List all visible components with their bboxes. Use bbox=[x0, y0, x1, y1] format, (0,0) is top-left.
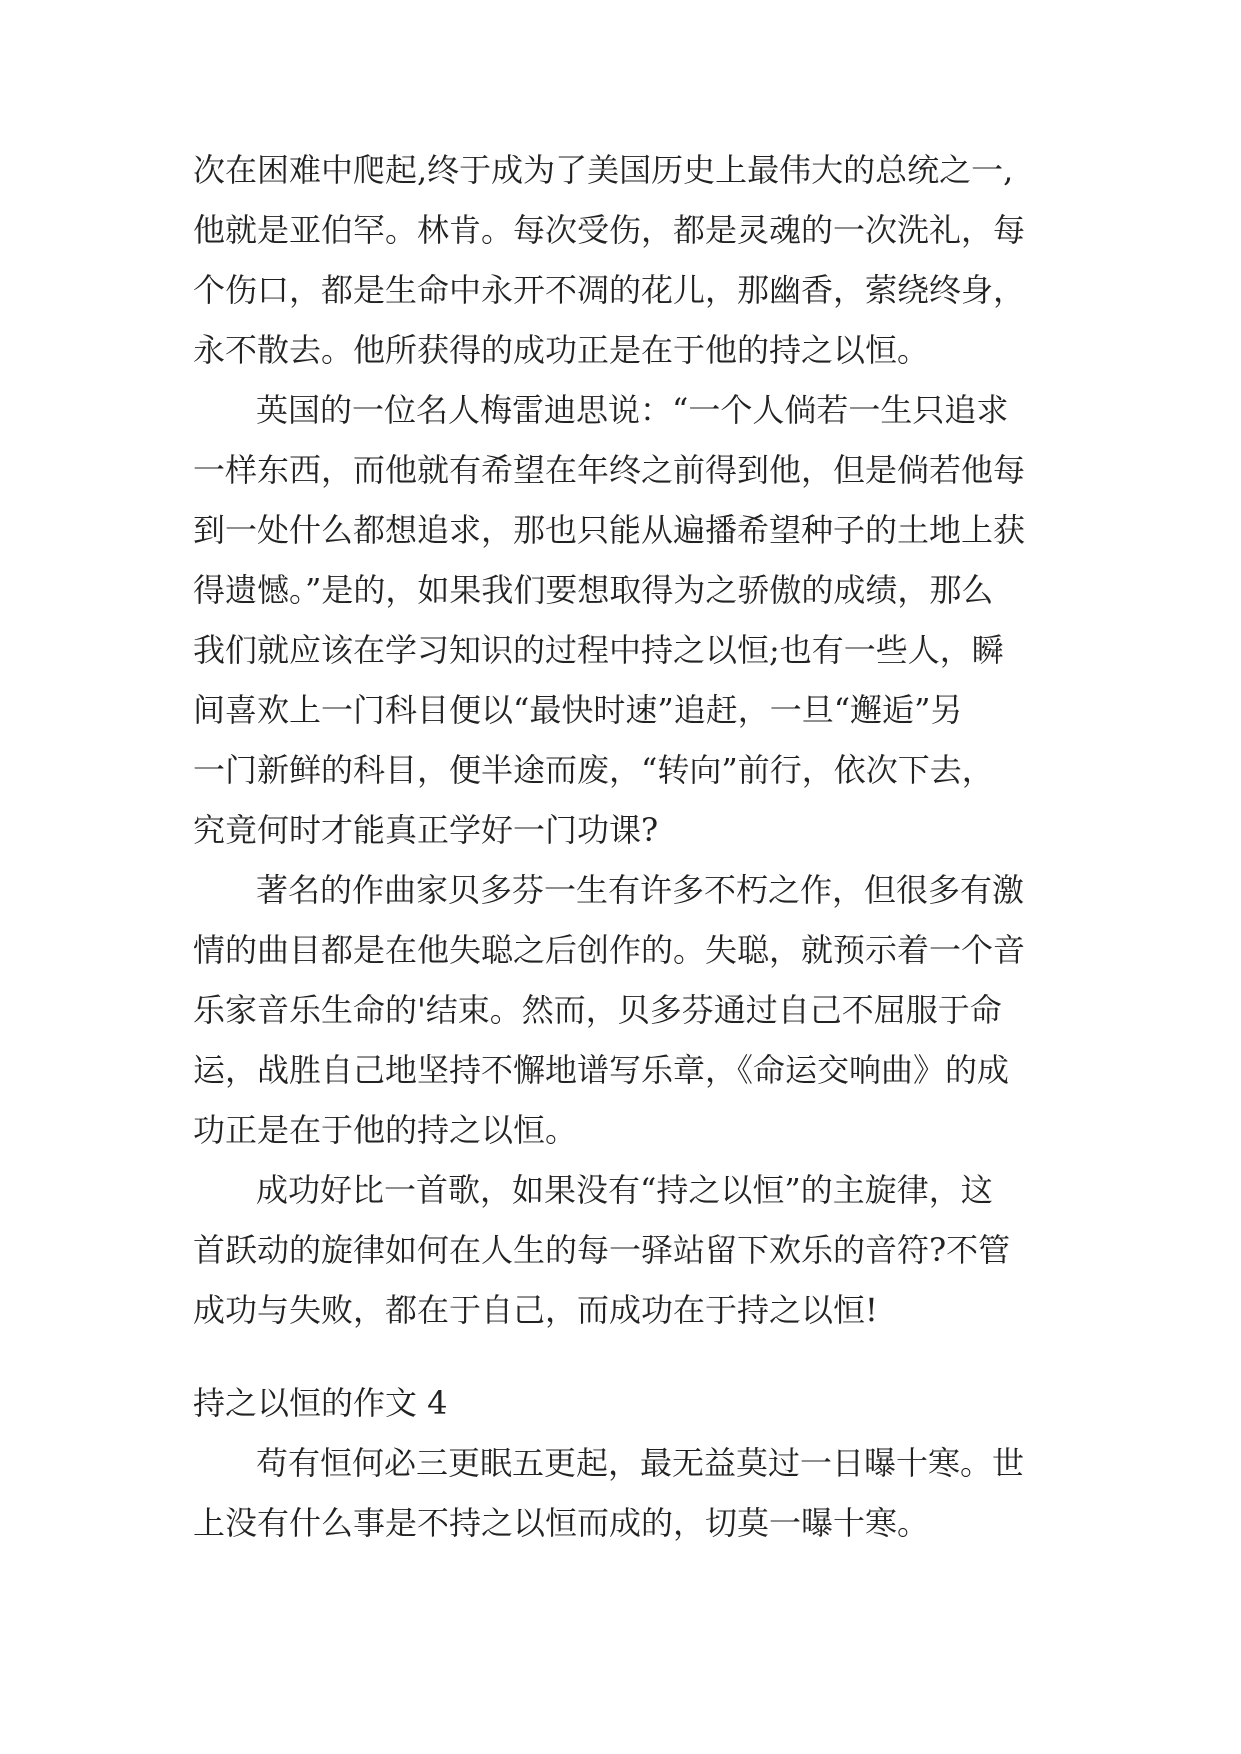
paragraph-line: 情的曲目都是在他失聪之后创作的。失聪，就预示着一个音 bbox=[193, 931, 1026, 969]
paragraph-line: 到一处什么都想追求，那也只能从遍播希望种子的土地上获 bbox=[193, 511, 1026, 549]
paragraph-line: 一样东西，而他就有希望在年终之前得到他，但是倘若他每 bbox=[193, 451, 1026, 489]
paragraph-line: 次在困难中爬起,终于成为了美国历史上最伟大的总统之一, bbox=[193, 151, 1014, 189]
paragraph-line: 首跃动的旋律如何在人生的每一驿站留下欢乐的音符?不管 bbox=[193, 1231, 1011, 1269]
paragraph-line: 功正是在于他的持之以恒。 bbox=[193, 1111, 578, 1149]
paragraph-line: 运，战胜自己地坚持不懈地谱写乐章，《命运交响曲》的成 bbox=[193, 1051, 1010, 1089]
paragraph-line: 间喜欢上一门科目便以“最快时速”追赶，一旦“邂逅”另 bbox=[193, 691, 963, 729]
paragraph-line: 个伤口，都是生命中永开不凋的花儿，那幽香，萦绕终身， bbox=[193, 271, 1026, 309]
paragraph-line: 乐家音乐生命的'结束。然而，贝多芬通过自己不屈服于命 bbox=[193, 991, 1002, 1029]
paragraph-line: 一门新鲜的科目，便半途而废，“转向”前行，依次下去， bbox=[193, 751, 994, 789]
paragraph-line: 成功好比一首歌，如果没有“持之以恒”的主旋律，这 bbox=[256, 1171, 993, 1209]
paragraph-line: 苟有恒何必三更眠五更起，最无益莫过一日曝十寒。世 bbox=[256, 1444, 1025, 1482]
paragraph-line: 得遗憾。”是的，如果我们要想取得为之骄傲的成绩，那么 bbox=[193, 571, 994, 609]
paragraph-line: 他就是亚伯罕。林肯。每次受伤，都是灵魂的一次洗礼，每 bbox=[193, 211, 1026, 249]
paragraph-line: 成功与失败，都在于自己，而成功在于持之以恒! bbox=[193, 1291, 878, 1329]
paragraph-line: 我们就应该在学习知识的过程中持之以恒;也有一些人，瞬 bbox=[193, 631, 1004, 669]
paragraph-line: 英国的一位名人梅雷迪思说：“一个人倘若一生只追求 bbox=[256, 391, 1009, 429]
paragraph-line: 究竟何时才能真正学好一门功课? bbox=[193, 811, 659, 849]
paragraph-line: 著名的作曲家贝多芬一生有许多不朽之作，但很多有激 bbox=[256, 871, 1025, 909]
paragraph-line: 永不散去。他所获得的成功正是在于他的持之以恒。 bbox=[193, 331, 930, 369]
paragraph-line: 上没有什么事是不持之以恒而成的，切莫一曝十寒。 bbox=[193, 1504, 930, 1542]
section-heading: 持之以恒的作文 4 bbox=[193, 1384, 448, 1422]
